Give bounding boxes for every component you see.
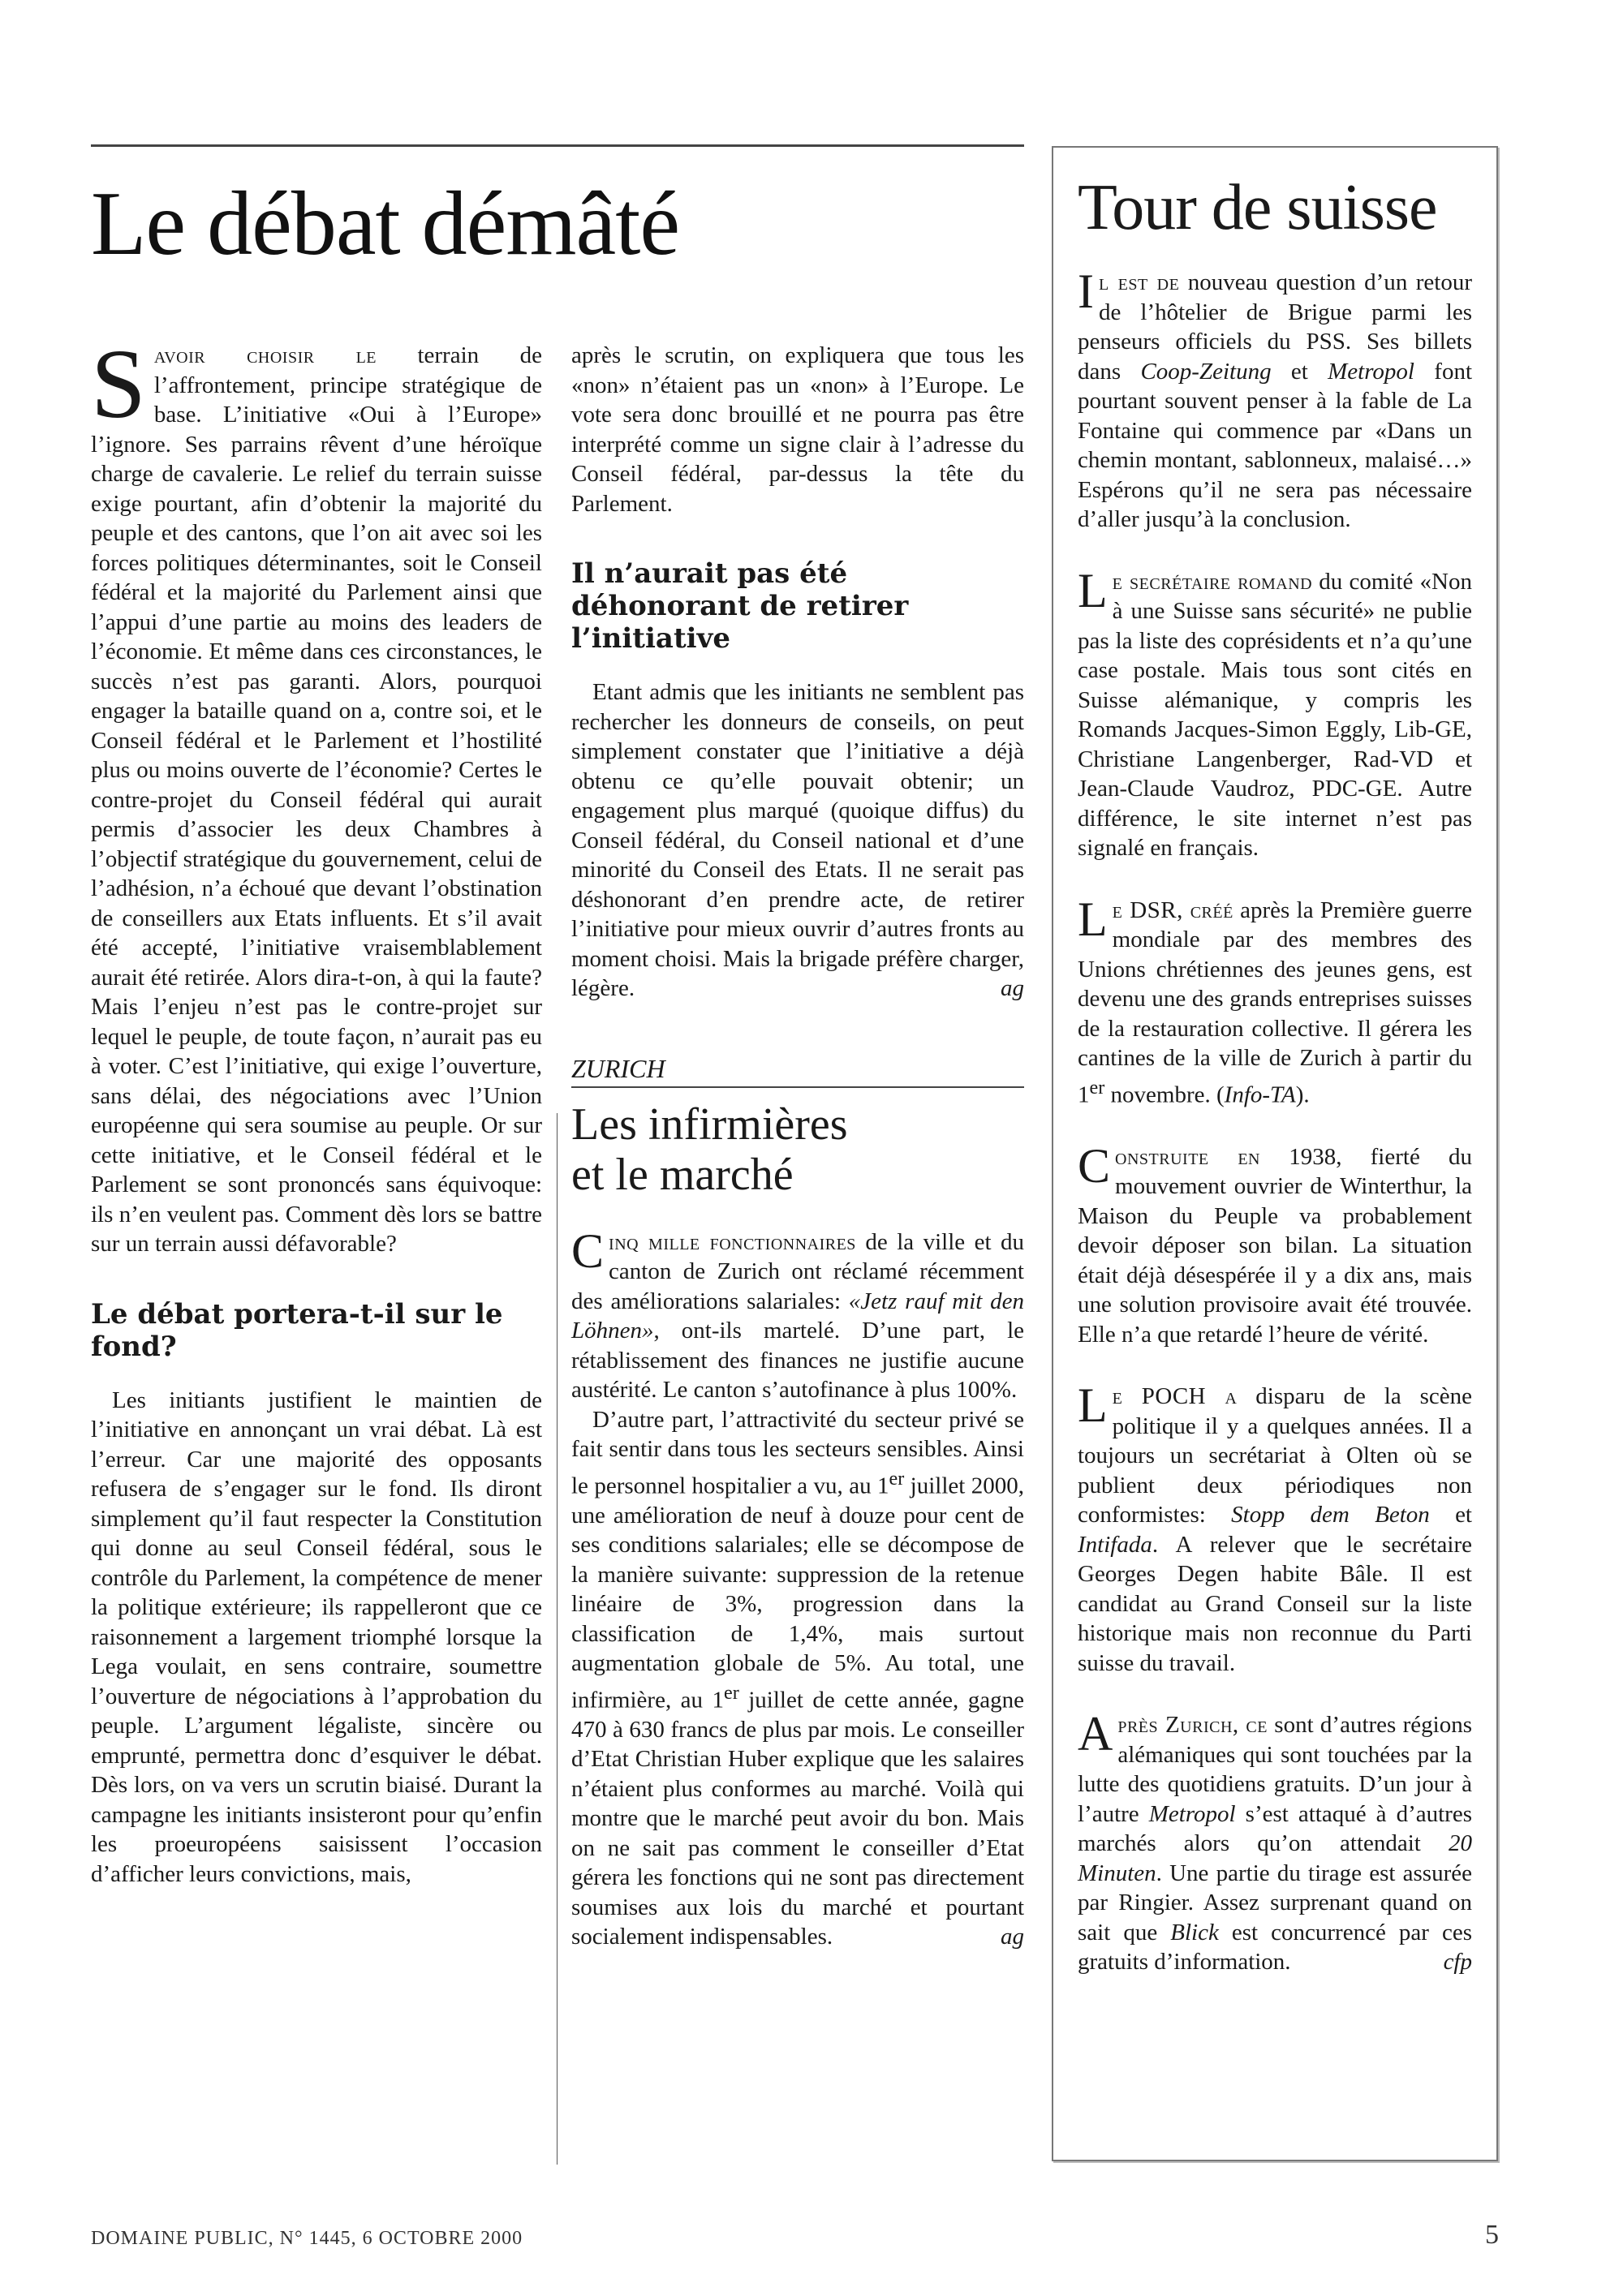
subheading-retirer: Il n’aurait pas été déhonorant de retirer l’initiative [571,557,909,655]
article-paragraph-3: après le scrutin, on expliquera que tous les «non» n’étaient pas un «non» à l’Europe. Le vote sera donc brouillé et ne pourra pas être interprété comme un signe clair à l’adresse du Conseil fédéral, par-dessus la tête du Parlement. [571,342,1024,517]
zurich-paragraph-1: Cinq mille fonctionnaires de la ville et du canton de Zurich ont réclamé récemment des améliorations salariales: «Jetz rauf mit den Löhnen», ont-ils martelé. D’une part, le rétablissement des finances ne justifie aucune austérité. Le canton s’autofinance à plus 100%. [571,1223,1024,1403]
author-signature: ag [1001,1924,1024,1950]
page-number: 5 [1485,2220,1499,2250]
lead-in: avoir choisir le [153,342,377,368]
section-label-zurich: ZURICH [571,1052,1024,1088]
sidebar-item-comite: Le secrétaire romand du comité «Non à une Suisse sans sécurité» ne publie pas la liste des coprésidents et n’a qu’une case postale. Mais tous sont cités en Suisse alémanique, y compris les Romands Jacques-Simon Eggly, Lib-GE, Christiane Langenberger, Rad-VD et Jean-Claude Vaudroz, PDC-GE. Autre différence, le site internet n’est pas signalé en français. [1078,563,1472,861]
column-divider [557,1113,558,2165]
article-column-2 [571,341,1024,1952]
subheading-fond: Le débat portera-t-il sur le fond? [91,1297,503,1363]
headline: Le débat démâté [91,174,680,274]
sidebar-item-brigue: Il est de nouveau question d’un retour de l’hôtelier de Brigue parmi les penseurs officiels du PSS. Ses billets dans Coop-Zeitung et Metropol font pourtant souvent penser à la fable de La Fontaine qui commence par «Dans un chemin montant, sablonneux, malaisé…» Espérons qu’il ne sera pas nécessaire d’aller jusqu’à la conclusion. [1078,264,1472,532]
german-quote: «Jetz rauf mit den Löhnen» [571,1288,1024,1344]
paragraph-text: terrain de l’affrontement, principe stratégique de base. L’initiative «Oui à l’Europe» l’ignore. Ses parrains rêvent d’une héroïque charge de cavalerie. Le relief du terrain suisse exige pourtant, afin d’obtenir la majorité du peuple et des cantons, que l’on ait avec soi les forces politiques déterminantes, soit le Conseil fédéral et la majorité du Parlement ainsi que l’appui d’une partie au moins des leaders de l’économie. Et même dans ces circonstances, le succès n’est pas garanti. Alors, pourquoi engager la bataille quand on a, contre soi, et le Conseil fédéral et le Parlement et l’hostilité plus ou moins ouverte de l’économie? Certes le contre-projet du Conseil fédéral qui aurait permis d’associer les deux Chambres à l’objectif stratégique du gouvernement, celui de l’adhésion, n’a échoué que devant l’obstination de conseillers aux Etats influents. Et s’il avait été accepté, l’initiative vraisemblablement aurait été retirée. Alors dira-t-on, à qui la faute? Mais l’enjeu n’est pas le contre-projet sur lequel le peuple, de toute façon, n’aurait pas eu à voter. C’est l’initiative, qui exige l’ouverture, sans délai, des négociations avec l’Union européenne qui sera soumise au peuple. Or sur cette initiative, et le Conseil fédéral et le Parlement se sont prononcés sans équivoque: ils n’en veulent pas. Comment dès lors se battre sur un terrain aussi défavorable? [91,342,542,1257]
zurich-paragraph-2: D’autre part, l’attractivité du secteur privé se fait sentir dans tous les secteurs sensibles. Ainsi le personnel hospitalier a vu, au 1er juillet 2000, une amélioration de neuf à douze pour cent de ses conditions salariales; elle se décompose de la manière suivante: suppression de la retenue linéaire de 3%, progression dans la classification de 1,4%, mais surtout augmentation globale de 5%. Au total, une infirmière, au 1er juillet de cette année, gagne 470 à 630 francs de plus par mois. Le conseiller d’Etat Christian Huber explique que les salaires n’étaient plus conformes au marché. Voilà qui montre que le marché peut avoir du bon. Mais on ne sait pas comment le conseiller d’Etat gérera les fonctions qui ne sont pas directement soumises aux lois du marché et pourtant socialement indispensables. ag [571,1405,1024,1952]
article-paragraph-4: Etant admis que les initiants ne semblent pas rechercher les donneurs de conseils, on peut simplement constater que l’initiative a déjà obtenu ce qu’elle pouvait obtenir; un engagement plus marqué (quoique diffus) du Conseil fédéral, du Conseil national et d’une minorité du Conseil des Etats. Il ne serait pas déshonorant d’en prendre acte, de retirer l’initiative pour mieux ouvrir d’autres fronts au moment choisi. Mais la brigade préfère charger, légère. ag [571,677,1024,1004]
drop-cap: C [571,1223,605,1278]
sidebar-item-dsr: Le DSR, créé après la Première guerre mondiale par des membres des Unions chrétiennes des jeunes gens, est devenu une des grands entreprises suisses de la restauration collective. Il gérera les cantines de la ville de Zurich à partir du 1er novembre. (Info-TA). [1078,892,1472,1108]
article-column-1 [91,329,542,1889]
sidebar-item-gratuits: Après Zurich, ce sont d’autres régions alémaniques qui sont touchées par la lutte des quotidiens gratuits. D’un jour à l’autre Metropol s’est attaqué à d’autres marchés alors qu’on attendait 20 Minuten. Une partie du tirage est assurée par Ringier. Assez surprenant quand on sait que Blick est concurrencé par ces gratuits d’information. cfp [1078,1710,1472,1977]
top-rule [91,144,1024,147]
lead-in: inq mille fonctionnaires [609,1228,856,1255]
article-paragraph-2: Les initiants justifient le maintien de l’initiative en annonçant un vrai débat. Là est l’erreur. Car une majorité des opposants refusera de s’engager sur le fond. Ils diront simplement qu’il faut respecter la Constitution qui donne au seul Conseil fédéral, sous le contrôle du Parlement, la compétence de mener la politique extérieure; ils rappelleront que ce raisonnement a largement triomphé lorsque la Lega voulait, en sens contraire, soumettre l’ouverture de négociations à l’approbation du peuple. L’argument légaliste, sincère ou emprunté, permettra donc d’esquiver le débat. Dès lors, on va vers un scrutin biaisé. Durant la campagne les initiants insisteront pour qu’enfin les proeuropéens saisissent l’occasion d’afficher leurs convictions, mais, [91,1387,542,1887]
sidebar-item-maison-du-peuple: Construite en 1938, fierté du mouvement ouvrier de Winterthur, la Maison du Peuple va probablement devoir déposer son bilan. La situation était déjà désespérée il y a dix ans, mais une solution provisoire avait été trouvée. Elle n’a que retardé l’heure de vérité. [1078,1138,1473,1348]
sidebar-item-poch: Le POCH a disparu de la scène politique il y a quelques années. Il a toujours un secrétariat à Olten où se publient deux périodiques non conformistes: Stopp dem Beton et Intifada. A relever que le secrétaire Georges Degen habite Bâle. Il est candidat au Grand Conseil sur la liste historique mais non reconnue du Parti suisse du travail. [1078,1378,1472,1676]
sidebar-box [1052,146,1498,2161]
author-signature: ag [1001,975,1024,1001]
author-signature: cfp [1443,1949,1472,1976]
article-paragraph-1 [91,329,542,1259]
sidebar-title: Tour de suisse [1078,172,1437,243]
footer-publication: DOMAINE PUBLIC, N° 1445, 6 OCTOBRE 2000 [91,2228,523,2249]
drop-cap: S [91,329,146,439]
zurich-title: Les infirmières et le marché [571,1099,848,1200]
